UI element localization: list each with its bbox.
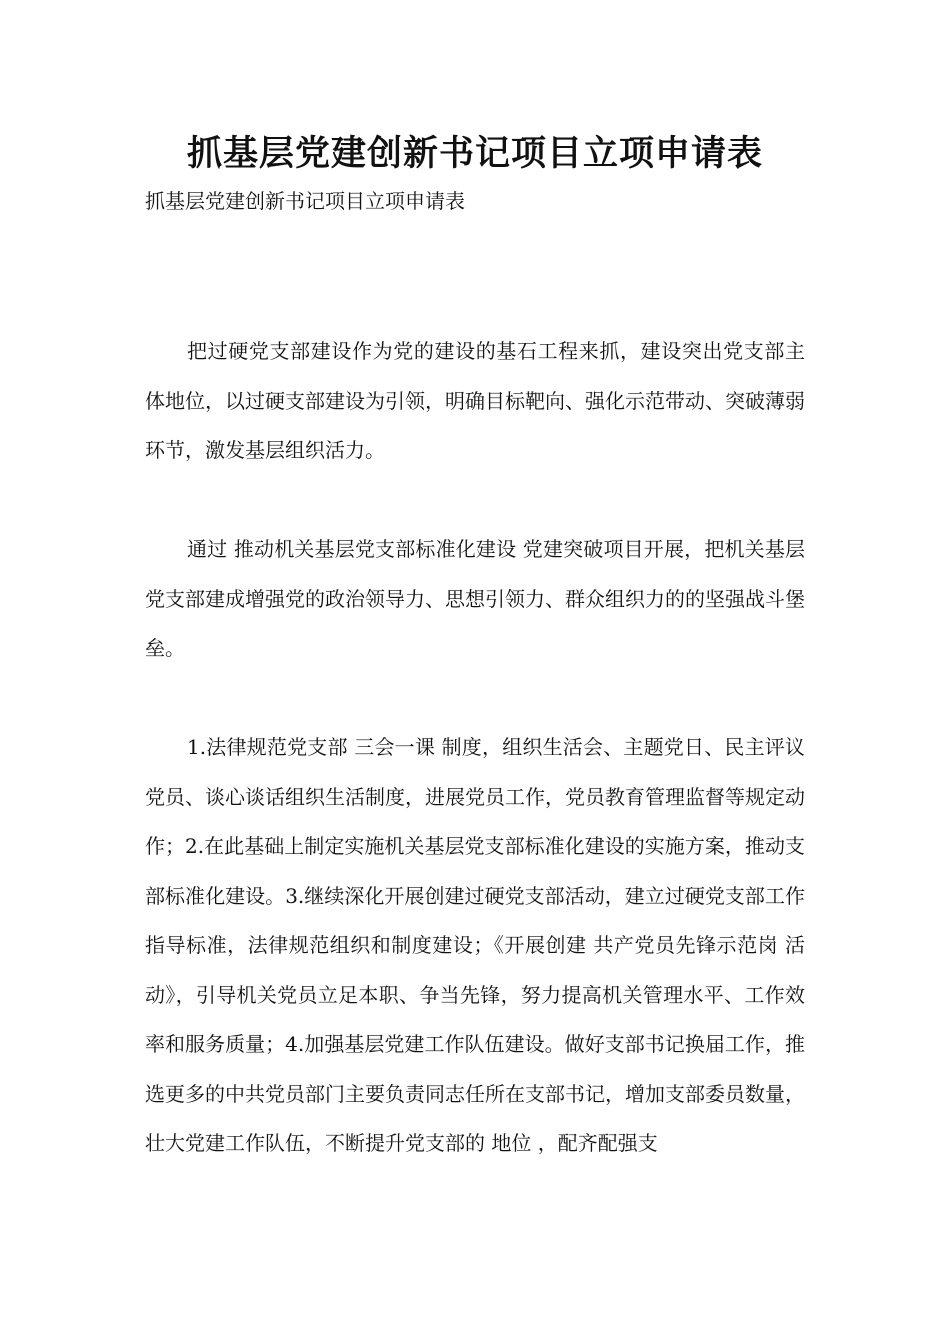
document-title: 抓基层党建创新书记项目立项申请表 [186, 134, 763, 174]
paragraph-3: 1.法律规范党支部 三会一课 制度，组织生活会、主题党日、民主评议党员、谈心谈话组织生活制度，进展党员工作，党员教育管理监督等规定动作；2.在此基础上制定实施机关基层党支部标准化建设的实施方案，推动支部标准化建设。3.继续深化开展创建过硬党支部活动，建立过硬党支部工作指导标准，法律规范组织和制度建设；《开展创建 共产党员先锋示范岗 活动》，引导机关党员立足本职、争当先锋，努力提高机关管理水平、工作效率和服务质量；4.加强基层党建工作队伍建设。做好支部书记换届工作，推选更多的中共党员部门主要负责同志任所在支部书记，增加支部委员数量，壮大党建工作队伍，不断提升党支部的 地位 ，配齐配强支 [145, 735, 805, 1155]
document-subtitle: 抓基层党建创新书记项目立项申请表 [145, 189, 465, 213]
paragraph-1: 把过硬党支部建设作为党的建设的基石工程来抓，建设突出党支部主体地位，以过硬支部建设为引领，明确目标靶向、强化示范带动、突破薄弱环节，激发基层组织活力。 [145, 339, 805, 462]
paragraph-2: 通过 推动机关基层党支部标准化建设 党建突破项目开展，把机关基层党支部建成增强党的政治领导力、思想引领力、群众组织力的的坚强战斗堡垒。 [145, 537, 805, 660]
